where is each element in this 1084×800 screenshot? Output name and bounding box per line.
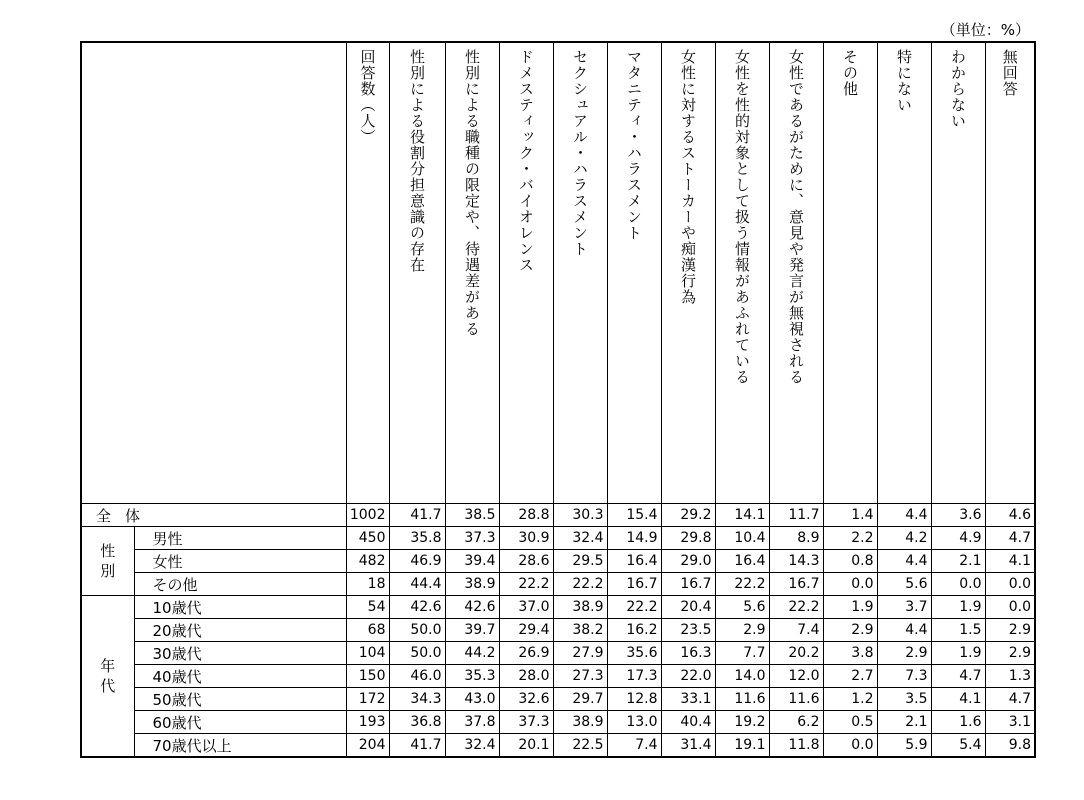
column-header-text: 女性を性的対象として扱う情報があふれている: [733, 49, 751, 385]
column-header-text: 女性であるがために、意見や発言が無視される: [787, 49, 805, 385]
column-header-text: 回答数（人）: [358, 49, 377, 145]
table-cell: 0.8: [823, 550, 877, 573]
column-header-text: マタニティ・ハラスメント: [625, 49, 643, 241]
table-cell: 4.7: [985, 688, 1035, 711]
table-cell: 19.2: [715, 711, 769, 734]
table-row: [81, 734, 1035, 758]
table-cell: 3.6: [931, 504, 985, 527]
table-cell: 27.3: [553, 665, 607, 688]
row-label: 30歳代: [134, 642, 346, 665]
table-cell: 2.1: [877, 711, 931, 734]
column-header: [769, 42, 823, 504]
table-cell: 5.9: [877, 734, 931, 758]
table-cell: 19.1: [715, 734, 769, 758]
table-cell: 204: [346, 734, 389, 758]
table-row: [81, 711, 1035, 734]
table-cell: 23.5: [661, 619, 715, 642]
table-cell: 38.9: [445, 573, 499, 596]
table-cell: 1.5: [931, 619, 985, 642]
row-label: 10歳代: [134, 596, 346, 619]
table-cell: 37.3: [445, 527, 499, 550]
table-cell: 150: [346, 665, 389, 688]
table-cell: 22.0: [661, 665, 715, 688]
table-cell: 22.2: [499, 573, 553, 596]
table-cell: 29.8: [661, 527, 715, 550]
column-header: [823, 42, 877, 504]
row-label: 50歳代: [134, 688, 346, 711]
table-cell: 4.7: [931, 665, 985, 688]
table-cell: 2.9: [985, 642, 1035, 665]
table-cell: 2.9: [715, 619, 769, 642]
table-cell: 0.0: [985, 573, 1035, 596]
table-cell: 37.3: [499, 711, 553, 734]
table-cell: 50.0: [389, 619, 445, 642]
table-cell: 42.6: [445, 596, 499, 619]
table-cell: 4.2: [877, 527, 931, 550]
table-cell: 482: [346, 550, 389, 573]
table-row-overall: [81, 504, 1035, 527]
table-cell: 29.0: [661, 550, 715, 573]
table-cell: 27.9: [553, 642, 607, 665]
survey-table: [80, 41, 1036, 758]
table-cell: 41.7: [389, 734, 445, 758]
table-cell: 39.4: [445, 550, 499, 573]
table-cell: 31.4: [661, 734, 715, 758]
table-cell: 32.4: [445, 734, 499, 758]
table-cell: 1002: [346, 504, 389, 527]
column-header: [931, 42, 985, 504]
table-cell: 7.4: [769, 619, 823, 642]
table-row: [81, 550, 1035, 573]
table-cell: 38.2: [553, 619, 607, 642]
table-cell: 14.9: [607, 527, 661, 550]
table-row: [81, 573, 1035, 596]
gender-group-label: [81, 527, 134, 596]
table-cell: 38.9: [553, 596, 607, 619]
table-cell: 18: [346, 573, 389, 596]
table-cell: 4.1: [931, 688, 985, 711]
table-cell: 0.5: [823, 711, 877, 734]
table-cell: 3.5: [877, 688, 931, 711]
table-cell: 26.9: [499, 642, 553, 665]
table-cell: 32.6: [499, 688, 553, 711]
table-cell: 4.4: [877, 619, 931, 642]
table-row: [81, 688, 1035, 711]
table-cell: 44.2: [445, 642, 499, 665]
table-cell: 15.4: [607, 504, 661, 527]
table-cell: 40.4: [661, 711, 715, 734]
column-header: [445, 42, 499, 504]
table-cell: 38.5: [445, 504, 499, 527]
column-header: [985, 42, 1035, 504]
table-cell: 5.4: [931, 734, 985, 758]
table-cell: 4.4: [877, 550, 931, 573]
table-cell: 39.7: [445, 619, 499, 642]
table-cell: 35.8: [389, 527, 445, 550]
table-cell: 12.8: [607, 688, 661, 711]
table-cell: 20.1: [499, 734, 553, 758]
table-cell: 2.7: [823, 665, 877, 688]
unit-label: （単位：%）: [940, 21, 1030, 39]
table-cell: 2.9: [823, 619, 877, 642]
table-cell: 35.3: [445, 665, 499, 688]
row-label: 20歳代: [134, 619, 346, 642]
table-cell: 20.4: [661, 596, 715, 619]
row-label: 40歳代: [134, 665, 346, 688]
table-cell: 16.4: [607, 550, 661, 573]
table-cell: 22.2: [607, 596, 661, 619]
table-cell: 1.3: [985, 665, 1035, 688]
table-cell: 104: [346, 642, 389, 665]
corner-cell: [81, 42, 346, 504]
table-cell: 5.6: [715, 596, 769, 619]
table-cell: 7.3: [877, 665, 931, 688]
table-cell: 46.9: [389, 550, 445, 573]
table-cell: 2.9: [877, 642, 931, 665]
table-cell: 44.4: [389, 573, 445, 596]
table-cell: 68: [346, 619, 389, 642]
table-cell: 10.4: [715, 527, 769, 550]
table-cell: 37.8: [445, 711, 499, 734]
table-cell: 50.0: [389, 642, 445, 665]
table-cell: 16.7: [661, 573, 715, 596]
table-cell: 2.2: [823, 527, 877, 550]
header-row: [81, 42, 1035, 504]
table-cell: 14.1: [715, 504, 769, 527]
column-header-text: 無回答: [1000, 49, 1019, 97]
table-cell: 1.9: [931, 642, 985, 665]
table-cell: 1.6: [931, 711, 985, 734]
row-label: 60歳代: [134, 711, 346, 734]
table-cell: 1.9: [823, 596, 877, 619]
table-cell: 3.1: [985, 711, 1035, 734]
table-row: [81, 642, 1035, 665]
table-cell: 16.4: [715, 550, 769, 573]
column-header-text: わからない: [949, 49, 967, 129]
table-cell: 1.2: [823, 688, 877, 711]
column-header-text: セクシュアル・ハラスメント: [571, 49, 589, 257]
table-row: [81, 665, 1035, 688]
table-cell: 0.0: [823, 734, 877, 758]
table-cell: 14.3: [769, 550, 823, 573]
table-cell: 20.2: [769, 642, 823, 665]
table-cell: 54: [346, 596, 389, 619]
column-header-text: 女性に対するストーカーや痴漢行為: [679, 49, 697, 305]
table-cell: 11.7: [769, 504, 823, 527]
table-cell: 32.4: [553, 527, 607, 550]
column-header: [607, 42, 661, 504]
table-cell: 3.8: [823, 642, 877, 665]
row-label: その他: [134, 573, 346, 596]
table-cell: 38.9: [553, 711, 607, 734]
table-cell: 30.3: [553, 504, 607, 527]
column-header: [499, 42, 553, 504]
table-cell: 22.5: [553, 734, 607, 758]
table-cell: 172: [346, 688, 389, 711]
table-cell: 37.0: [499, 596, 553, 619]
table-cell: 12.0: [769, 665, 823, 688]
table-row: [81, 527, 1035, 550]
table-cell: 13.0: [607, 711, 661, 734]
column-header: [661, 42, 715, 504]
column-header: [389, 42, 445, 504]
table-cell: 28.0: [499, 665, 553, 688]
table-cell: 11.6: [769, 688, 823, 711]
row-label: 男性: [134, 527, 346, 550]
table-cell: 2.1: [931, 550, 985, 573]
column-header-text: その他: [841, 49, 859, 97]
column-header-text: 性別による役割分担意識の存在: [408, 49, 426, 273]
table-cell: 28.8: [499, 504, 553, 527]
table-cell: 42.6: [389, 596, 445, 619]
table-cell: 22.2: [553, 573, 607, 596]
table-cell: 28.6: [499, 550, 553, 573]
table-cell: 450: [346, 527, 389, 550]
table-cell: 4.9: [931, 527, 985, 550]
table-cell: 14.0: [715, 665, 769, 688]
table-cell: 7.7: [715, 642, 769, 665]
table-cell: 0.0: [931, 573, 985, 596]
table-cell: 46.0: [389, 665, 445, 688]
table-cell: 3.7: [877, 596, 931, 619]
table-cell: 29.7: [553, 688, 607, 711]
table-cell: 4.4: [877, 504, 931, 527]
table-cell: 2.9: [985, 619, 1035, 642]
row-label: 女性: [134, 550, 346, 573]
table-cell: 11.8: [769, 734, 823, 758]
row-label: 70歳代以上: [134, 734, 346, 758]
table-cell: 7.4: [607, 734, 661, 758]
table-cell: 11.6: [715, 688, 769, 711]
age-group-label: [81, 596, 134, 758]
table-cell: 41.7: [389, 504, 445, 527]
table-cell: 6.2: [769, 711, 823, 734]
table-cell: 4.6: [985, 504, 1035, 527]
table-cell: 16.7: [769, 573, 823, 596]
table-cell: 0.0: [985, 596, 1035, 619]
table-cell: 43.0: [445, 688, 499, 711]
table-cell: 9.8: [985, 734, 1035, 758]
table-cell: 5.6: [877, 573, 931, 596]
row-label: 全体: [81, 504, 346, 527]
table-cell: 1.9: [931, 596, 985, 619]
table-cell: 0.0: [823, 573, 877, 596]
table-row: [81, 619, 1035, 642]
table-cell: 36.8: [389, 711, 445, 734]
table-cell: 16.2: [607, 619, 661, 642]
column-header: [877, 42, 931, 504]
table-cell: 17.3: [607, 665, 661, 688]
table-cell: 4.1: [985, 550, 1035, 573]
table-cell: 30.9: [499, 527, 553, 550]
group-label-text: 性別: [100, 542, 116, 580]
table-cell: 1.4: [823, 504, 877, 527]
table-cell: 33.1: [661, 688, 715, 711]
table-cell: 193: [346, 711, 389, 734]
table-cell: 34.3: [389, 688, 445, 711]
table-row: [81, 596, 1035, 619]
column-header: [346, 42, 389, 504]
column-header: [715, 42, 769, 504]
table-cell: 8.9: [769, 527, 823, 550]
table-cell: 29.4: [499, 619, 553, 642]
column-header-text: 特にない: [895, 49, 913, 113]
column-header: [553, 42, 607, 504]
table-cell: 16.3: [661, 642, 715, 665]
column-header-text: ドメスティック・バイオレンス: [517, 49, 535, 273]
column-header-text: 性別による職種の限定や、待遇差がある: [463, 49, 481, 337]
table-cell: 29.2: [661, 504, 715, 527]
table-cell: 4.7: [985, 527, 1035, 550]
table-cell: 16.7: [607, 573, 661, 596]
table-cell: 29.5: [553, 550, 607, 573]
table-cell: 35.6: [607, 642, 661, 665]
table-cell: 22.2: [715, 573, 769, 596]
group-label-text: 年代: [100, 657, 116, 695]
table-cell: 22.2: [769, 596, 823, 619]
